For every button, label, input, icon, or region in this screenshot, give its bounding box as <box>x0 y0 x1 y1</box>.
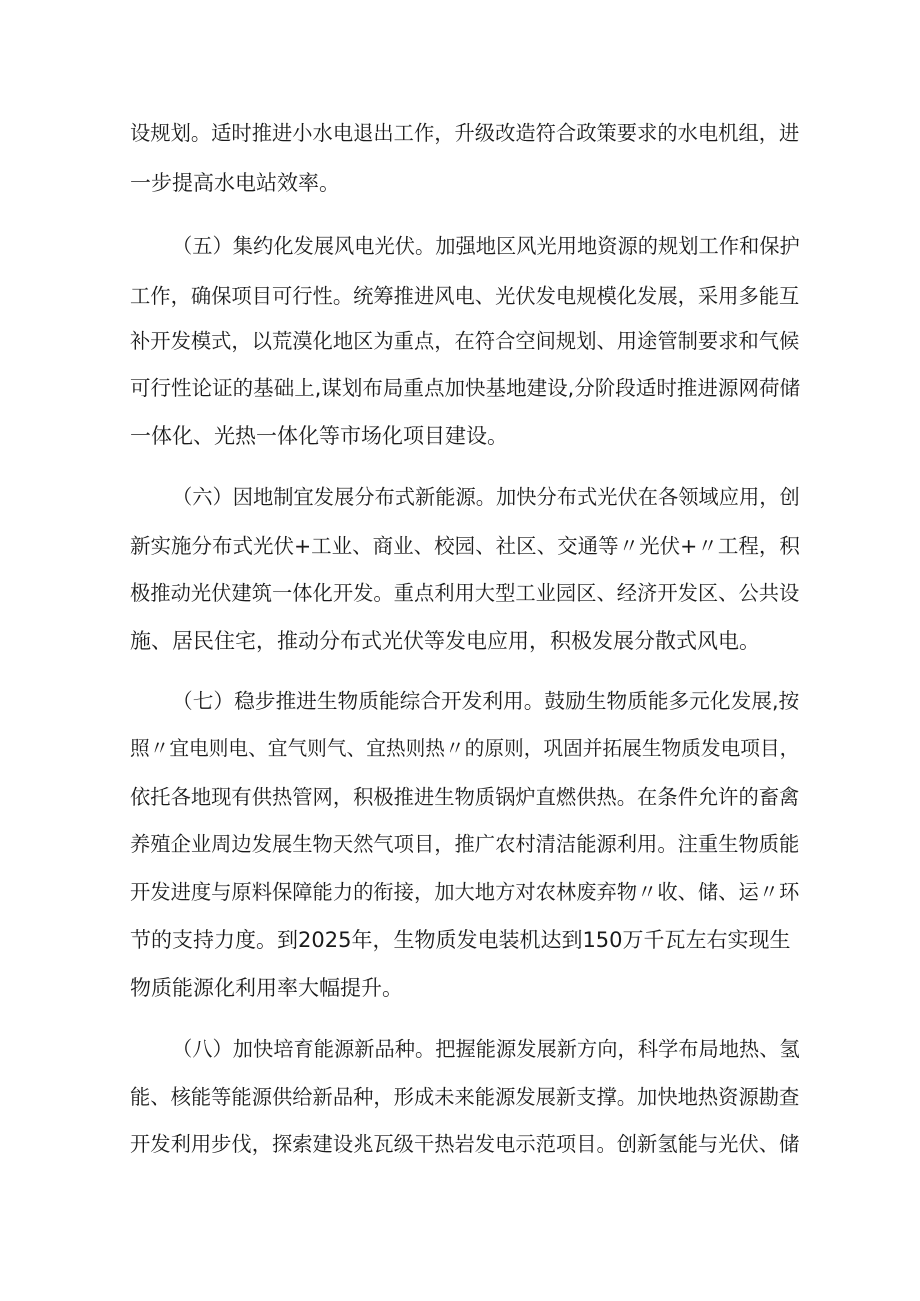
paragraph-4-line-6: 节的支持力度。到2025年，生物质发电装机达到150万千瓦左右实现生 <box>130 928 791 952</box>
paragraph-4-line-2: 照〃宜电则电、宜气则气、宜热则热〃的原则，巩固并拓展生物质发电项目， <box>130 737 800 760</box>
paragraph-2-line-3: 补开发模式，以荒漠化地区为重点，在符合空间规划、用途管制要求和气候 <box>130 329 800 353</box>
paragraph-5-line-2: 能、核能等能源供给新品种，形成未来能源发展新支撑。加快地热资源勘查 <box>130 1085 800 1109</box>
paragraph-2-line-1: （五）集约化发展风电光伏。加强地区风光用地资源的规划工作和保护 <box>172 234 800 258</box>
paragraph-4-line-7: 物质能源化利用率大幅提升。 <box>130 976 403 1000</box>
paragraph-4-line-4: 养殖企业周边发展生物天然气项目，推广农村清洁能源利用。注重生物质能 <box>130 832 800 856</box>
paragraph-5-line-1: （八）加快培育能源新品种。把握能源发展新方向，科学布局地热、氢 <box>172 1037 800 1061</box>
paragraph-3-line-2: 新实施分布式光伏+工业、商业、校园、社区、交通等〃光伏+〃工程，积 <box>130 534 800 558</box>
paragraph-4-line-3: 依托各地现有供热管网，积极推进生物质锅炉直燃供热。在条件允许的畜禽 <box>130 785 800 809</box>
paragraph-2-line-5: 一体化、光热一体化等市场化项目建设。 <box>130 424 508 448</box>
paragraph-2-line-4: 可行性论证的基础上,谋划布局重点加快基地建设,分阶段适时推进源网荷储 <box>130 376 801 400</box>
paragraph-5-line-3: 开发利用步伐，探索建设兆瓦级干热岩发电示范项目。创新氢能与光伏、储 <box>130 1132 800 1156</box>
paragraph-3-line-1: （六）因地制宜发展分布式新能源。加快分布式光伏在各领域应用，创 <box>172 485 800 509</box>
paragraph-4-line-1: （七）稳步推进生物质能综合开发利用。鼓励生物质能多元化发展,按 <box>172 689 800 713</box>
paragraph-1-line-1: 设规划。适时推进小水电退出工作，升级改造符合政策要求的水电机组，进 <box>130 121 800 145</box>
paragraph-3-line-3: 极推动光伏建筑一体化开发。重点利用大型工业园区、经济开发区、公共设 <box>130 581 800 605</box>
paragraph-3-line-4: 施、居民住宅，推动分布式光伏等发电应用，积极发展分散式风电。 <box>130 629 760 653</box>
paragraph-1-line-2: 一步提高水电站效率。 <box>130 171 340 195</box>
paragraph-2-line-2: 工作，确保项目可行性。统筹推进风电、光伏发电规模化发展，采用多能互 <box>130 284 800 308</box>
paragraph-4-line-5: 开发进度与原料保障能力的衔接，加大地方对农林废弃物〃收、储、运〃环 <box>130 880 800 904</box>
